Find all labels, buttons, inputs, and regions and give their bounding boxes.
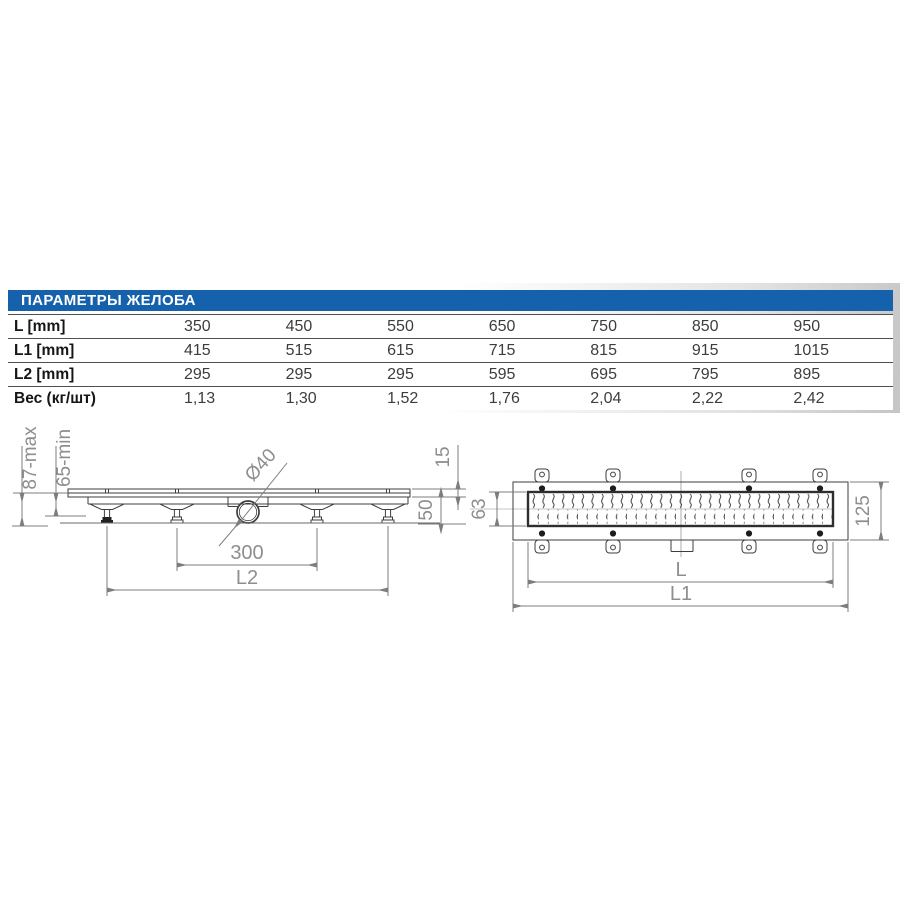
technical-drawings bbox=[0, 413, 900, 643]
table-title: ПАРАМЕТРЫ ЖЕЛОБА bbox=[21, 292, 196, 309]
leg bbox=[90, 504, 124, 523]
cell: 950 bbox=[793, 317, 821, 335]
dim-label-body-depth: 50 bbox=[416, 499, 437, 521]
drain-outlet bbox=[228, 497, 268, 523]
cell: 415 bbox=[184, 341, 211, 359]
drain-stub bbox=[671, 540, 693, 552]
cell: 450 bbox=[285, 317, 313, 335]
dim-label-leg-span: L2 bbox=[235, 567, 259, 589]
cell: 295 bbox=[184, 365, 211, 383]
table-row bbox=[8, 362, 893, 386]
cell: 650 bbox=[488, 317, 516, 335]
parameters-table bbox=[8, 290, 893, 410]
cell: 295 bbox=[285, 365, 313, 383]
cell: 815 bbox=[590, 341, 617, 359]
side-view-drawing bbox=[12, 426, 466, 596]
dim-label-grate-width: 63 bbox=[469, 498, 490, 520]
dim-label-max-height: 87-max bbox=[20, 426, 41, 490]
cell: 515 bbox=[285, 341, 313, 359]
cell: 2,22 bbox=[691, 389, 723, 407]
cell: 1015 bbox=[793, 341, 830, 359]
cell: 915 bbox=[691, 341, 719, 359]
cell: 350 bbox=[184, 317, 211, 335]
dim-label-overall-length: L1 bbox=[669, 583, 693, 605]
top-view-drawing bbox=[469, 469, 889, 612]
dim-label-flange-width: 125 bbox=[853, 495, 874, 527]
cell: 795 bbox=[691, 365, 719, 383]
cell: 715 bbox=[488, 341, 516, 359]
dim-label-leg-spacing: 300 bbox=[230, 542, 264, 564]
cell: 1,76 bbox=[488, 389, 520, 407]
cell: 850 bbox=[691, 317, 719, 335]
cell: 695 bbox=[590, 365, 617, 383]
dim-label-grate-thickness: 15 bbox=[433, 446, 454, 468]
cell: 895 bbox=[793, 365, 821, 383]
leg bbox=[160, 504, 194, 523]
cell: 1,13 bbox=[184, 389, 216, 407]
row-label: L [mm] bbox=[14, 317, 66, 335]
cell: 615 bbox=[387, 341, 414, 359]
cell: 595 bbox=[488, 365, 516, 383]
cell: 550 bbox=[387, 317, 414, 335]
row-label: L1 [mm] bbox=[14, 341, 75, 359]
dim-label-diameter: Ø40 bbox=[241, 444, 281, 486]
cell: 1,30 bbox=[285, 389, 317, 407]
dim-label-grate-length: L bbox=[675, 559, 687, 581]
dim-label-min-height: 65-min bbox=[54, 428, 75, 488]
table-row bbox=[8, 386, 893, 410]
cell: 2,42 bbox=[793, 389, 825, 407]
table-row bbox=[8, 314, 893, 338]
row-label: L2 [mm] bbox=[14, 365, 75, 383]
grate-wave-pattern bbox=[528, 492, 833, 526]
cell: 2,04 bbox=[590, 389, 622, 407]
cell: 295 bbox=[387, 365, 414, 383]
row-label: Вес (кг/шт) bbox=[14, 389, 96, 407]
table-band bbox=[0, 283, 900, 413]
table-row bbox=[8, 338, 893, 362]
cell: 750 bbox=[590, 317, 617, 335]
leg bbox=[371, 504, 405, 523]
leg bbox=[300, 504, 334, 523]
table-rows bbox=[8, 314, 893, 410]
cell: 1,52 bbox=[387, 389, 419, 407]
table-title-bar bbox=[8, 290, 893, 311]
